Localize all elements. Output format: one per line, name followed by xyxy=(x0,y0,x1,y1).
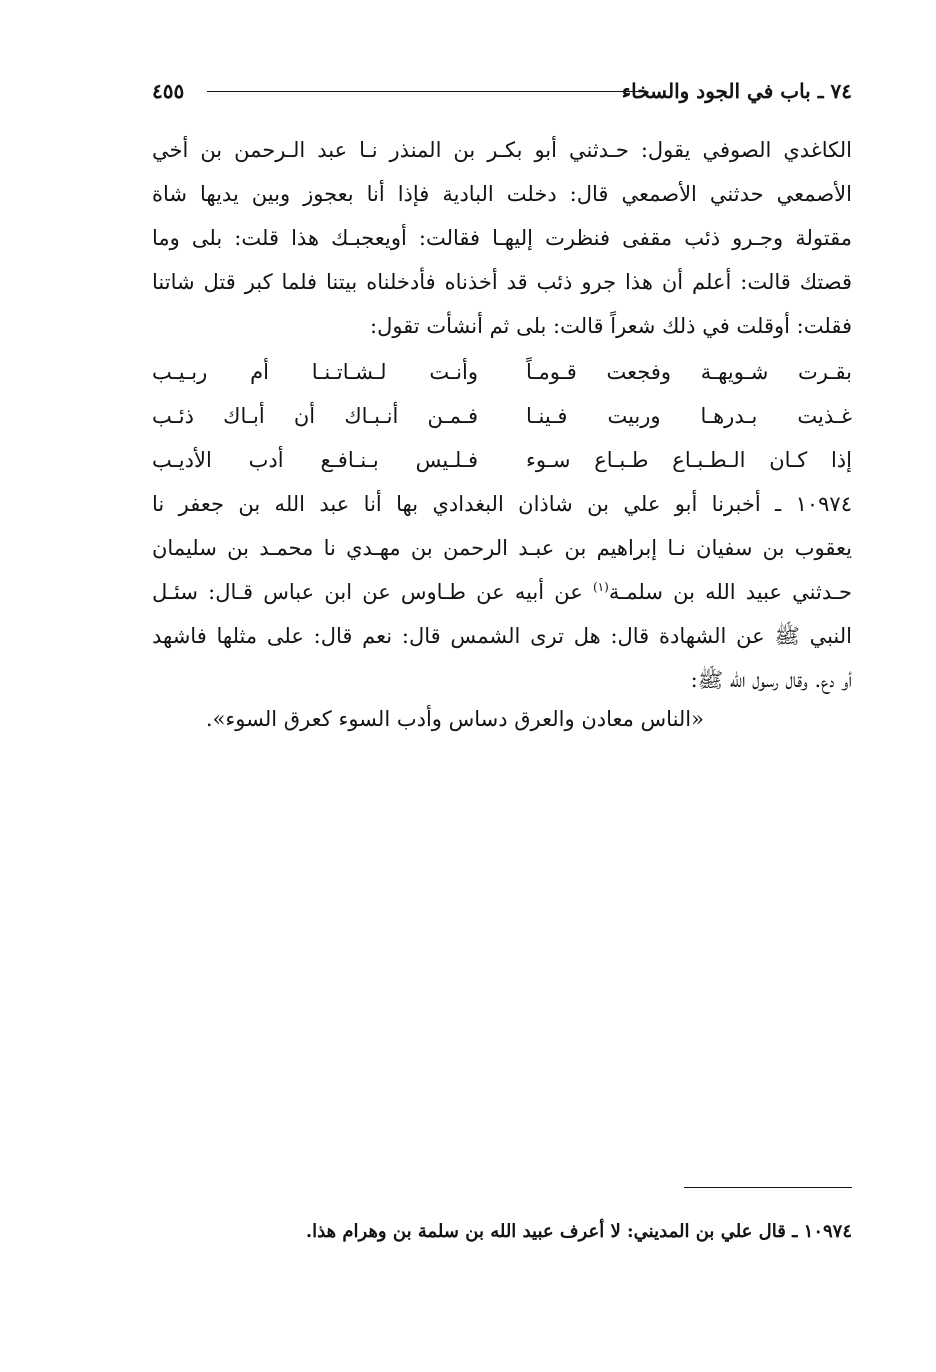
poem-verse xyxy=(152,438,852,482)
verse-second-hemistich: وأنـت لـشـاتـنـا أم ربـيـب xyxy=(152,360,478,384)
text-line: النبي ﷺ عن الشهادة قال: هل ترى الشمس قال: نعم قال: على مثلها فاشهد xyxy=(152,624,852,648)
hadith-paragraph xyxy=(152,482,852,702)
verse-first-hemistich: غـذيت بـدرهـا وربيت فـينـا xyxy=(526,404,852,428)
verse-second-hemistich: فـلـيس بـنـافـع أدب الأديـب xyxy=(152,448,478,472)
verse-first-hemistich: بقـرت شـويهـة وفجعت قـومـاً xyxy=(526,360,852,384)
text-line: فقلت: أوقلت في ذلك شعراً قالت: بلى ثم أنشأت تقول: xyxy=(370,314,852,338)
text-line: قصتك قالت: أعلم أن هذا جرو ذئب قد أخذناه فأدخلناه بيتنا فلما كبر قتل شاتنا xyxy=(152,270,852,294)
header-rule xyxy=(207,91,644,92)
text-line xyxy=(152,570,852,614)
footnote: ١٠٩٧٤ ـ قال علي بن المديني: لا أعرف عبيد الله بن سلمة بن وهرام هذا. xyxy=(305,1221,852,1242)
text-line: الأصمعي حدثني الأصمعي قال: دخلت البادية فإذا أنا بعجوز وبين يديها شاة xyxy=(152,182,852,206)
running-header xyxy=(152,78,852,106)
text-segment: حـدثني عبيد الله بن سلمـة xyxy=(608,580,852,604)
text-line: يعقوب بن سفيان نـا إبراهيم بن عبـد الرحمن بن مهـدي نا محمـد بن سليمان xyxy=(152,536,852,560)
footnote-marker: (١) xyxy=(592,580,609,594)
text-line: ١٠٩٧٤ ـ أخبرنا أبو علي بن شاذان البغدادي بها أنا عبد الله بن جعفر نا xyxy=(152,492,852,516)
intro-paragraph xyxy=(152,128,852,348)
verse-first-hemistich: إذا كـان الـطـبـاع طـبـاع سـوء xyxy=(526,448,852,472)
poem-verse xyxy=(152,350,852,394)
verse-second-hemistich: فـمـن أنـبـاك أن أبـاك ذئـب xyxy=(152,404,478,428)
text-line: الكاغدي الصوفي يقول: حـدثني أبو بكـر بن المنذر نـا عبد الـرحمن بن أخي xyxy=(152,138,852,162)
text-line: أو دع. وقال رسول الله ﷺ: xyxy=(690,668,852,692)
poem-verse xyxy=(152,394,852,438)
quote-text: «الناس معادن والعرق دساس وأدب السوء كعرق السوء». xyxy=(205,707,704,731)
hadith-quote xyxy=(152,697,852,741)
page-number: ٤٥٥ xyxy=(152,79,185,103)
chapter-title: ٧٤ ـ باب في الجود والسخاء xyxy=(621,79,852,103)
text-segment: عن أبيه عن طـاوس عن ابن عباس قـال: سئـل xyxy=(152,580,593,604)
text-line: مقتولة وجـرو ذئب مقفى فنظرت إليهـا فقالت: أويعجبـك هذا قلت: بلى وما xyxy=(152,226,852,250)
footnote-rule xyxy=(684,1187,852,1188)
poem xyxy=(152,350,852,482)
